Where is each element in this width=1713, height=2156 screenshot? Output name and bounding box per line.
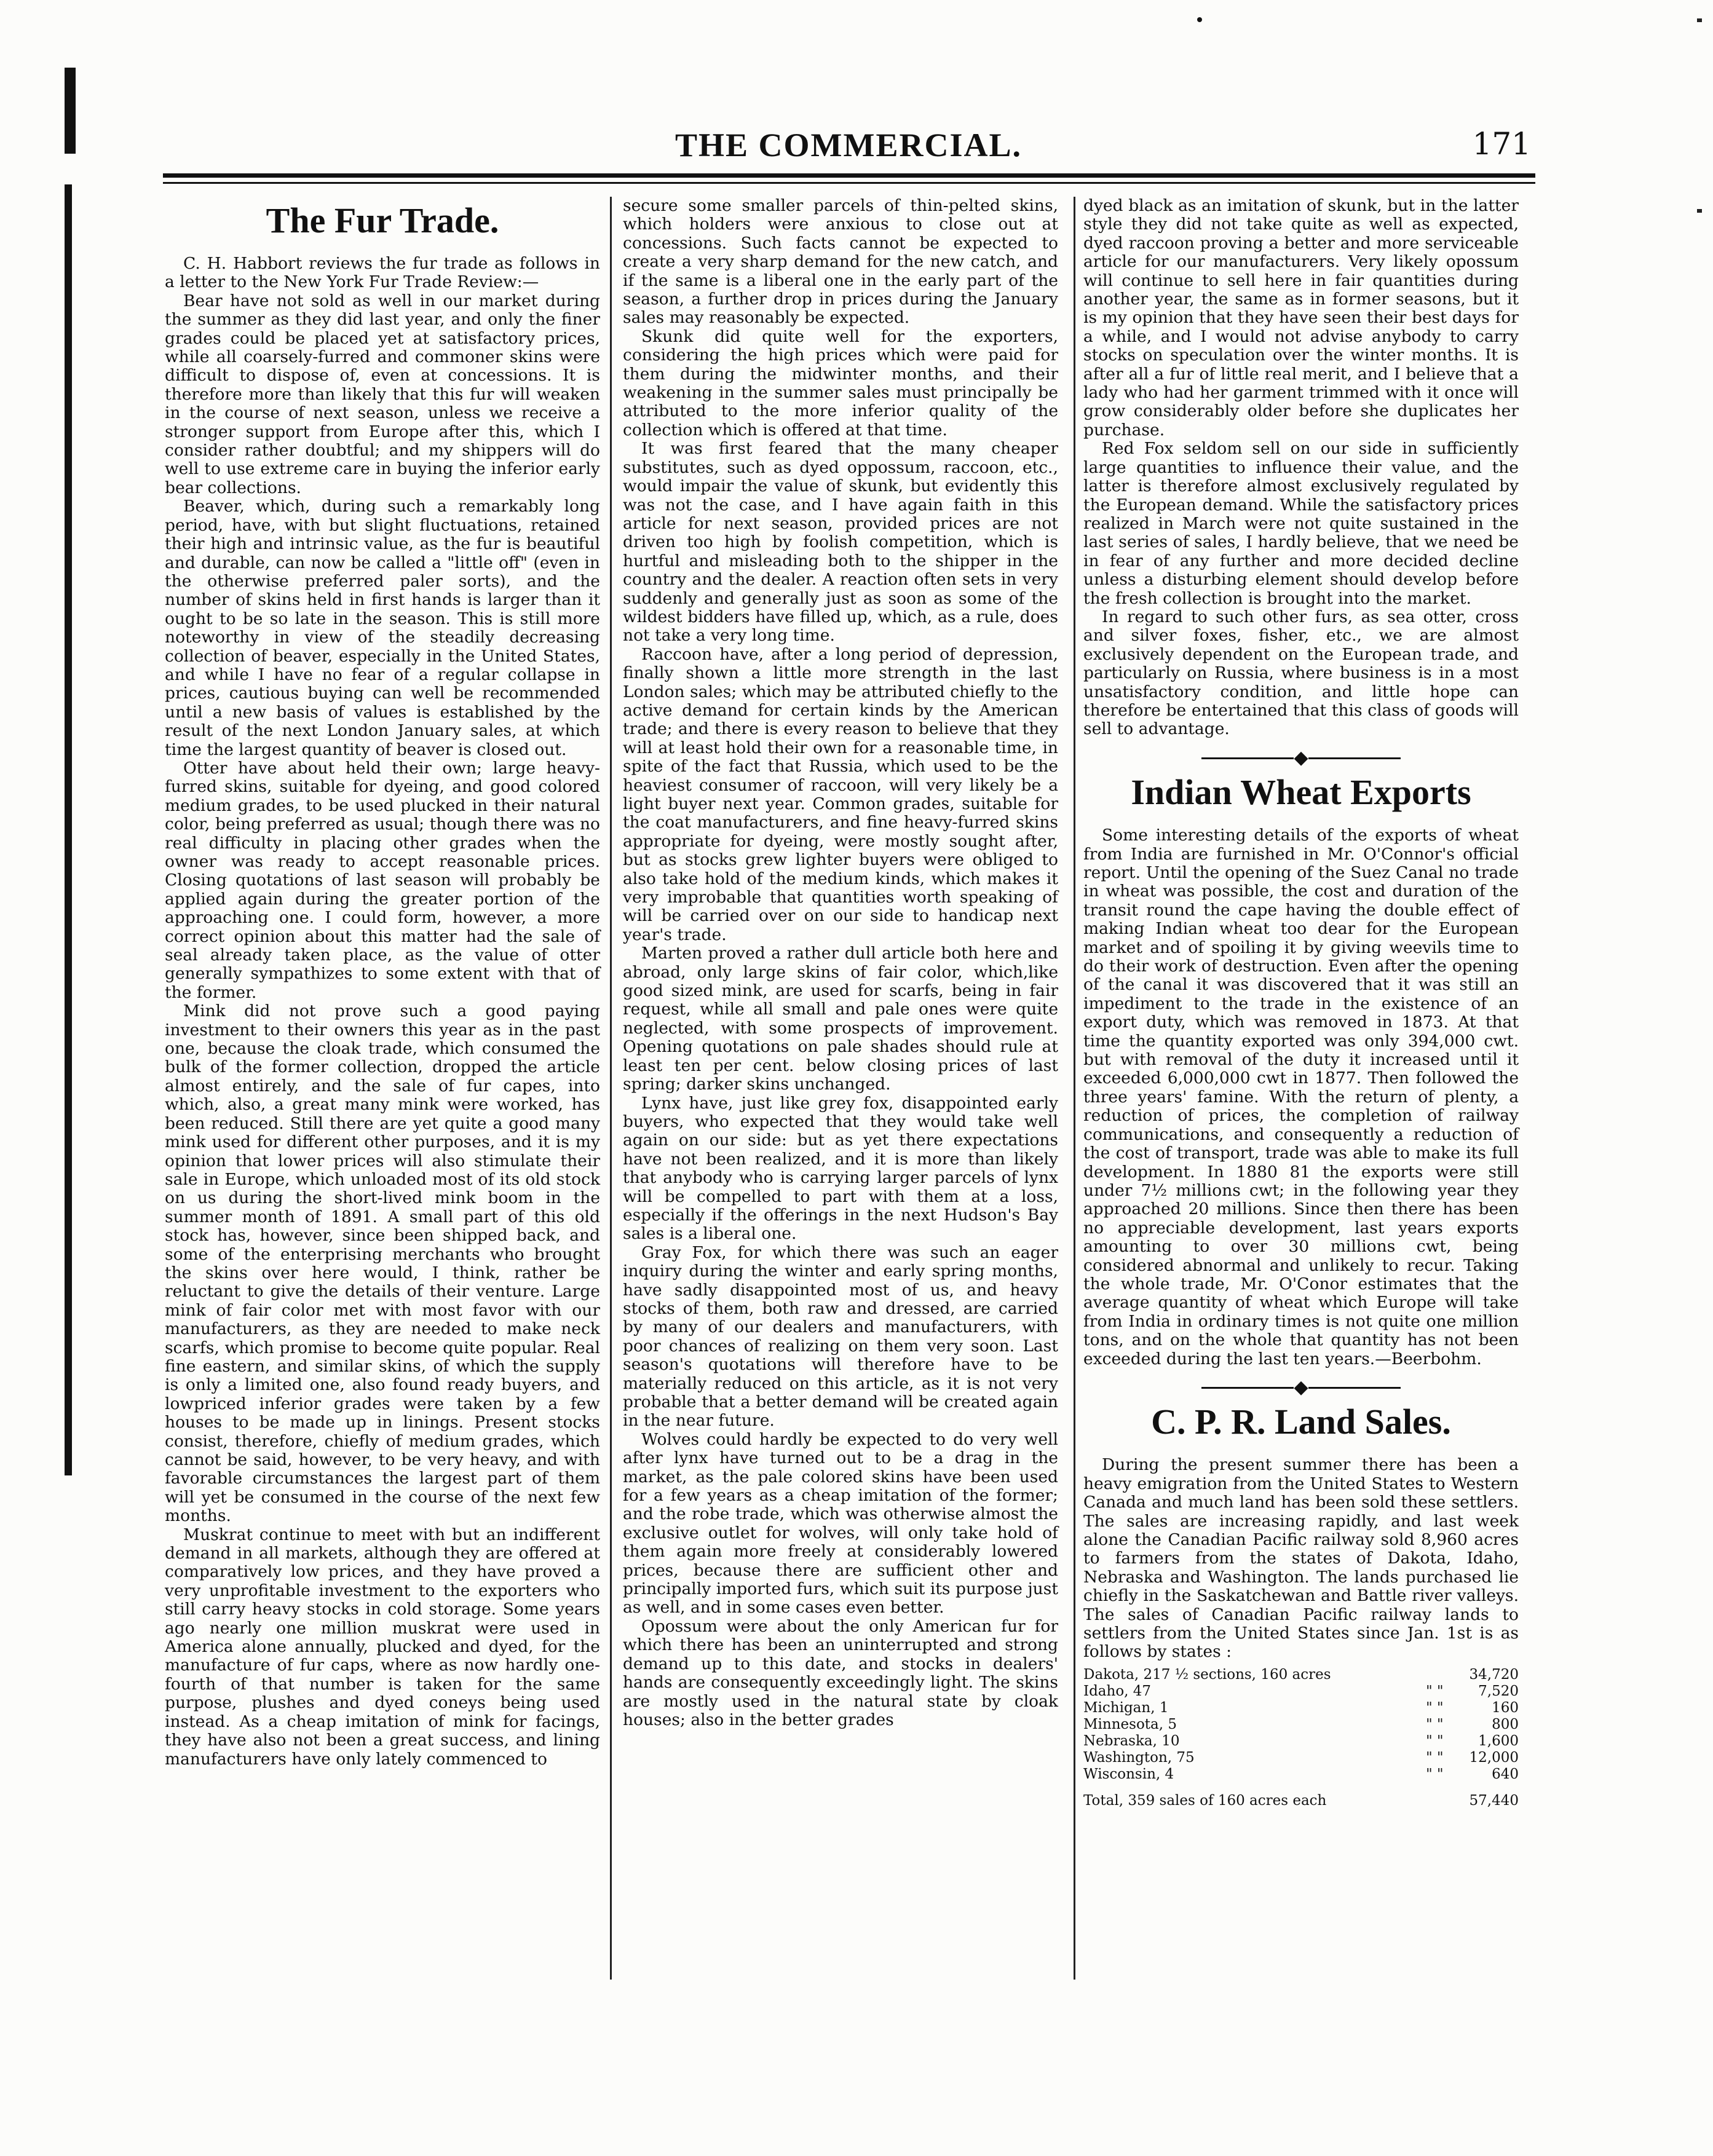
article-paragraph: Bear have not sold as well in our market during the summer as they did last year, and only the finer grades could be placed yet at satisfactory prices, while all coarsely-furred and commoner skins were difficult to dispose of, even at concessions. It is therefore more than likely that this fur will weaken in the course of next season, unless we receive a stronger support from Europe after this, which I consider rather doubtful; and my shippers will do well to use extreme care in buying the inferior early bear collections. — [165, 291, 600, 497]
article-paragraph: Mink did not prove such a good paying investment to their owners this year as in the past one, because the cloak trade, which consumed the bulk of the former collection, dropped the article almost entirely, and the sale of fur capes, into which, also, a great many mink were worked, has been reduced. Still there are yet quite a good many mink used for different other purposes, and it is my opinion that lower prices will also stimulate their sale in Europe, which unloaded most of its old stock on us during the short-lived mink boom in the summer month of 1891. A small part of this old stock has, however, since been shipped back, and some of the enterprising merchants who brought the skins over here would, I think, rather be reluctant to give the details of their venture. Large mink of fair color met with most favor with our manufacturers, as they are needed to make neck scarfs, which promise to become quite popular. Real fine eastern, and similar skins, of which the supply is only a limited one, also found ready buyers, and lowpriced inferior grades were taken by a few houses to be made up in linings. Present stocks consist, therefore, chiefly of medium grades, which cannot be said, however, to be very heavy, and with favorable circumstances the largest part of them will yet be consumed in the course of the next few months. — [165, 1001, 600, 1526]
article-paragraph: During the present summer there has been a heavy emigration from the United States to Western Canada and much land has been sold these settlers. The sales are increasing rapidly, and last week alone the Canadian Pacific railway sold 8,960 acres to farmers from the states of Dakota, Idaho, Nebraska and Washington. The lands purchased lie chiefly in the Saskatchewan and Battle river valleys. The sales of Canadian Pacific railway lands to settlers from the United States since Jan. 1st is as follows by states : — [1083, 1455, 1519, 1662]
state-cell: Michigan, 1 — [1083, 1699, 1169, 1716]
article-paragraph: Otter have about held their own; large heavy-furred skins, suitable for dyeing, and good colored medium grades, to be used plucked in their natural color, being preferred as usual; though there was no real difficulty in placing other grades when the owner was ready to accept reasonable prices. Closing quotations of last season will probably be applied again during the greater portion of the approaching one. I could form, however, a more correct opinion about this matter had the sale of seal already taken place, as the value of otter generally sympathizes to some extent with that of the former. — [165, 758, 600, 1002]
article-byline: C. H. Habbort reviews the fur trade as follows in a letter to the New York Fur Trade Review:— — [165, 254, 600, 292]
column-3 — [1083, 197, 1519, 1810]
binding-mark — [1697, 209, 1702, 213]
page-header — [166, 126, 1531, 163]
article-paragraph: In regard to such other furs, as sea otter, cross and silver foxes, fisher, etc., we are almost exclusively dependent on the European trade, and particularly on Russia, where business is in a most unsatisfactory condition, and little hope can therefore be entertained that this class of goods will sell to advantage. — [1083, 607, 1519, 739]
column-divider — [610, 197, 612, 1980]
section-separator: ◆ — [1083, 749, 1519, 767]
table-row — [1083, 1667, 1519, 1683]
acres-cell: 800 — [1492, 1716, 1519, 1732]
article-paragraph: Raccoon have, after a long period of depression, finally shown a little more strength in the last London sales; which may be attributed chiefly to the active demand for certain kinds by the American trade; and there is every reason to believe that they will at least hold their own for a reasonable time, in spite of the fact that Russia, which used to be the heaviest consumer of raccoon, will very likely be a light buyer next year. Common grades, suitable for the coat manufacturers, and fine heavy-furred skins appropriate for dyeing, were mostly sought after, but as stocks grew lighter buyers were obliged to also take hold of the medium kinds, which makes it very improbable that quantities worth speaking of will be carried over on our side to handicap next year's trade. — [623, 644, 1058, 944]
table-row — [1083, 1733, 1519, 1750]
article-paragraph: Skunk did quite well for the exporters, considering the high prices which were paid for them during the midwinter months, and their weakening in the summer sales must principally be attributed to the more inferior quality of the collection which is offered at that time. — [623, 326, 1058, 440]
column-2 — [623, 197, 1058, 1729]
land-sales-table — [1083, 1667, 1519, 1783]
article-paragraph: Marten proved a rather dull article both here and abroad, only large skins of fair color, which,like good sized mink, are used for scarfs, being in fair request, while all small and pale ones were quite neglected, with some prospects of improvement. Opening quotations on pale shades should rule at least ten per cent. below closing prices of last spring; darker skins unchanged. — [623, 944, 1058, 1094]
acres-cell: 1,600 — [1478, 1732, 1519, 1749]
column-1 — [165, 197, 600, 1769]
header-rule-thick — [163, 173, 1535, 178]
ditto-cell: " " — [1426, 1683, 1444, 1699]
state-cell: Minnesota, 5 — [1083, 1716, 1177, 1732]
table-row — [1083, 1716, 1519, 1733]
ditto-cell: " " — [1426, 1766, 1444, 1782]
article-title-fur-trade: The Fur Trade. — [266, 200, 499, 240]
header-rule-thin — [163, 182, 1535, 184]
binding-mark — [1697, 18, 1702, 22]
ditto-cell: " " — [1426, 1716, 1444, 1732]
binding-edge — [65, 68, 76, 154]
article-paragraph: Lynx have, just like grey fox, disappointed early buyers, who expected that they would take well again on our side: but as yet there expectations have not been realized, and it is more than likely that anybody who is carrying larger parcels of lynx will be compelled to part with them at a loss, especially if the offerings in the next Hudson's Bay sales is a liberal one. — [623, 1093, 1058, 1244]
section-separator: ◆ — [1083, 1378, 1519, 1397]
article-paragraph: Wolves could hardly be expected to do very well after lynx have turned out to be a drag in the market, as the pale colored skins have been used for a few years as a cheap imitation of the former; and the robe trade, which was otherwise almost the exclusive outlet for wolves, will only take hold of them again more freely at considerably lowered prices, because there are sufficient other and principally imported furs, which suit its purpose just as well, and in some cases even better. — [623, 1429, 1058, 1617]
column-divider — [1074, 197, 1075, 1980]
masthead-title: THE COMMERCIAL. — [675, 127, 1022, 164]
land-sales-total — [1083, 1791, 1519, 1810]
state-cell: Idaho, 47 — [1083, 1683, 1152, 1699]
state-cell: Washington, 75 — [1083, 1749, 1195, 1766]
state-cell: Nebraska, 10 — [1083, 1732, 1180, 1749]
article-paragraph: Beaver, which, during such a remarkably long period, have, with but slight fluctuations, retained their high and intrinsic value, as the fur is beautiful and durable, can now be called a "little off" (even in the otherwise preferred paler sorts), and the number of skins held in first hands is larger than it ought to be so late in the season. This is still more noteworthy in view of the steadily decreasing collection of beaver, especially in the United States, and while I have no fear of a regular collapse in prices, cautious buying can well be recommended until a new basis of values is established by the result of the next London January sales, at which time the largest quantity of beaver is closed out. — [165, 497, 600, 759]
ditto-cell: " " — [1426, 1732, 1444, 1749]
acres-cell: 12,000 — [1469, 1749, 1519, 1766]
article-paragraph: secure some smaller parcels of thin-pelted skins, which holders were anxious to close out at concessions. Such facts cannot be expected to create a very sharp demand for the new catch, and if the same is a liberal one in the early part of the season, a further drop in prices during the January sales may reasonably be expected. — [623, 196, 1058, 328]
article-paragraph: Muskrat continue to meet with but an indifferent demand in all markets, although they are offered at comparatively low prices, and they have proved a very unprofitable investment to the exporters who still carry heavy stocks in cold storage. Some years ago nearly one million muskrat were used in America alone annually, plucked and dyed, for the manufacture of fur caps, where as now hardly one-fourth of that number is taken for the same purpose, plushes and dyed coneys being used instead. As a cheap imitation of mink for facings, they have also not been a great success, and lining manufacturers have only lately commenced to — [165, 1525, 600, 1769]
page-number: 171 — [1472, 126, 1531, 162]
table-row — [1083, 1766, 1519, 1783]
acres-cell: 34,720 — [1469, 1666, 1519, 1683]
ditto-cell: " " — [1426, 1749, 1444, 1766]
article-title-indian-wheat: Indian Wheat Exports — [1131, 772, 1471, 813]
article-paragraph: It was first feared that the many cheaper substitutes, such as dyed oppossum, raccoon, etc., would impair the value of skunk, but evidently this was not the case, and I have again faith in this article for next season, provided prices are not driven too high by foolish competition, which is hurtful and misleading both to the shipper in the country and the dealer. A reaction often sets in very suddenly and generally just as soon as some of the wildest bidders have filled up, which, as a rule, does not take a very long time. — [623, 439, 1058, 646]
state-cell: Dakota, 217 ½ sections, 160 acres — [1083, 1666, 1331, 1683]
table-row — [1083, 1700, 1519, 1716]
acres-cell: 160 — [1492, 1699, 1519, 1716]
table-row — [1083, 1750, 1519, 1766]
article-paragraph: Opossum were about the only American fur for which there has been an uninterrupted and strong demand up to this date, and stocks in dealers' hands are consequently exceedingly light. The skins are mostly used in the natural state by cloak houses; also in the better grades — [623, 1616, 1058, 1729]
state-cell: Wisconsin, 4 — [1083, 1766, 1174, 1782]
ink-speck — [1197, 17, 1202, 22]
total-value: 57,440 — [1469, 1792, 1519, 1809]
article-title-cpr-land-sales: C. P. R. Land Sales. — [1151, 1402, 1451, 1442]
binding-edge-lower — [65, 184, 72, 1475]
ditto-cell: " " — [1426, 1699, 1444, 1716]
ditto-cell — [1426, 1667, 1450, 1683]
article-paragraph: Gray Fox, for which there was such an eager inquiry during the winter and early spring months, have sadly disappointed most of us, and heavy stocks of them, both raw and dressed, are carried by many of our dealers and manufacturers, with poor chances of realizing on them very soon. Last season's quotations will therefore have to be materially reduced on this article, as it is not very probable that a better demand will be created again in the near future. — [623, 1242, 1058, 1431]
table-row — [1083, 1683, 1519, 1700]
article-paragraph: Red Fox seldom sell on our side in sufficiently large quantities to influence their value, and the latter is therefore almost exclusively regulated by the European demand. While the satisfactory prices realized in March were not quite sustained in the last series of sales, I hardly believe, that we need be in fear of any further and more decided decline unless a disturbing element should develop before the fresh collection is brought into the market. — [1083, 439, 1519, 608]
acres-cell: 7,520 — [1478, 1683, 1519, 1699]
acres-cell: 640 — [1492, 1766, 1519, 1782]
article-paragraph: Some interesting details of the exports of wheat from India are furnished in Mr. O'Connor's official report. Until the opening of the Suez Canal no trade in wheat was possible, the cost and duration of the transit round the cape having the double effect of making Indian wheat too dear for the European market and of spoiling it by giving weevils time to do their work of destruction. Even after the opening of the canal it was discovered that it was still an impediment to the trade in the existence of an export duty, which was removed in 1873. At that time the quantity exported was only 394,000 cwt. but with removal of the duty it increased until it exceeded 6,000,000 cwt in 1877. Then followed the three years' famine. With the return of plenty, a reduction of prices, the completion of railway communications, and consequently a reduction of the cost of transport, trade was able to make its full development. In 1880 81 the exports were still under 7½ millions cwt; in the following year they approached 20 millions. Since then there has been no appreciable development, last years exports amounting to over 30 millions cwt, being considered abnormal and unlikely to recur. Taking the whole trade, Mr. O'Conor estimates that the average quantity of wheat which Europe will take from India in ordinary times is not quite one million tons, and on the whole that quantity has not been exceeded during the last ten years.—Beerbohm. — [1083, 826, 1519, 1368]
total-label: Total, 359 sales of 160 acres each — [1083, 1792, 1327, 1809]
article-paragraph: dyed black as an imitation of skunk, but in the latter style they did not take quite as well as expected, dyed raccoon proving a better and more serviceable article for our manufacturers. Very likely opossum will continue to sell here in fair quantities during another year, the same as in former seasons, but it is my opinion that they have seen their best days for a while, and I would not advise anybody to carry stocks on speculation over the winter months. It is after all a fur of little real merit, and I believe that a lady who had her garment trimmed with it once will grow considerably older before she duplicates her purchase. — [1083, 196, 1519, 440]
